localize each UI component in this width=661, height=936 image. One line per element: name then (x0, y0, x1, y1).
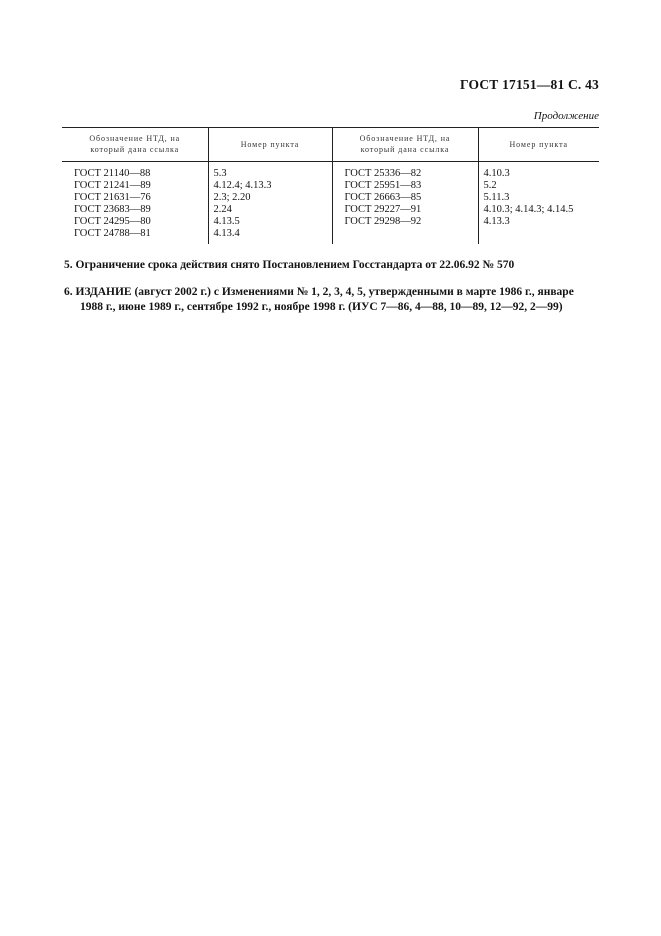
column-header-document (62, 128, 208, 162)
item-number: 5.11.3 (483, 192, 510, 203)
column-header-document (332, 128, 478, 162)
left-document-column (62, 162, 208, 245)
document-ref: ГОСТ 23683—89 (74, 204, 151, 215)
item-number: 4.13.4 (213, 228, 240, 239)
header-line: который дана ссылка (360, 145, 450, 154)
header-line: Обозначение НТД, на (89, 134, 181, 143)
item-number: 4.12.4; 4.13.3 (213, 180, 272, 191)
item-number: 4.13.3 (483, 216, 510, 227)
document-ref: ГОСТ 24295—80 (74, 216, 151, 227)
item-number: 4.10.3; 4.14.3; 4.14.5 (483, 204, 574, 215)
document-ref: ГОСТ 25951—83 (344, 180, 422, 191)
document-ref: ГОСТ 26663—85 (344, 192, 422, 203)
item-number: 2.3; 2.20 (213, 192, 251, 203)
column-header-item: Номер пункта (208, 128, 332, 162)
left-item-column (208, 162, 332, 245)
table-header-row (62, 128, 599, 162)
document-ref: ГОСТ 21631—76 (74, 192, 151, 203)
right-item-column (478, 162, 599, 245)
item-number: 4.13.5 (213, 216, 240, 227)
header-line: который дана ссылка (90, 145, 180, 154)
item-number: 4.10.3 (483, 168, 510, 179)
item-number: 2.24 (213, 204, 232, 215)
table-body-row (62, 162, 599, 245)
note-item-6-line-2: 1988 г., июне 1989 г., сентябре 1992 г., ноябре 1998 г. (ИУС 7—86, 4—88, 10—89, 12—92, 2—99) (80, 301, 563, 313)
page-header: ГОСТ 17151—81 С. 43 (460, 77, 599, 92)
references-table (62, 127, 599, 244)
note-item-6 (64, 285, 598, 315)
document-ref: ГОСТ 24788—81 (74, 228, 151, 239)
header-line: Обозначение НТД, на (359, 134, 451, 143)
note-item-6-line-1: 6. ИЗДАНИЕ (август 2002 г.) с Изменениями № 1, 2, 3, 4, 5, утвержденными в марте 1986 г., январе (64, 286, 574, 298)
document-ref: ГОСТ 29298—92 (344, 216, 422, 227)
document-ref: ГОСТ 21241—89 (74, 180, 151, 191)
document-ref: ГОСТ 29227—91 (344, 204, 422, 215)
item-number: 5.3 (213, 168, 227, 179)
continuation-label: Продолжение (533, 110, 599, 122)
right-document-column (332, 162, 478, 245)
document-ref: ГОСТ 25336—82 (344, 168, 422, 179)
document-ref: ГОСТ 21140—88 (74, 168, 151, 179)
item-number: 5.2 (483, 180, 497, 191)
column-header-item: Номер пункта (478, 128, 599, 162)
note-item-5: 5. Ограничение срока действия снято Постановлением Госстандарта от 22.06.92 № 570 (64, 259, 515, 271)
